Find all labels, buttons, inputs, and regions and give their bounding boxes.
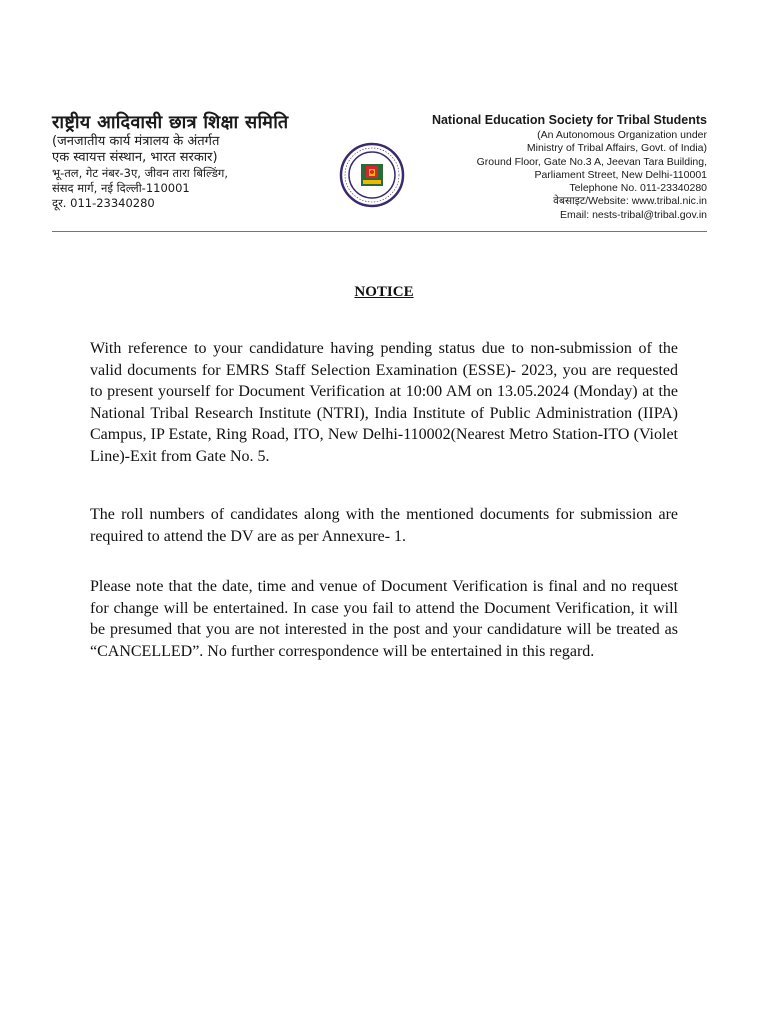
english-line-3: Ground Floor, Gate No.3 A, Jeevan Tara Building,: [476, 155, 707, 168]
notice-paragraph-3: Please note that the date, time and venue of Document Verification is final and no request for change will be entertained. In case you fail to attend the Document Verification, it will be presumed that you are not interested in the post and your candidature will be treated as “CANCELLED”. No further correspondence will be entertained in this regard.: [90, 578, 678, 660]
english-org-name: National Education Society for Tribal Students: [431, 113, 707, 127]
english-line-2: Ministry of Tribal Affairs, Govt. of India): [526, 142, 707, 155]
email-line: Email: nests-tribal@tribal.gov.in: [559, 208, 707, 221]
website-line: वेबसाइट/Website: www.tribal.nic.in: [553, 195, 707, 208]
hindi-org-name: राष्ट्रीय आदिवासी छात्र शिक्षा समिति: [52, 112, 289, 133]
hindi-line-4: संसद मार्ग, नई दिल्ली-110001: [52, 181, 190, 195]
hindi-line-1: (जनजातीय कार्य मंत्रालय के अंतर्गत: [52, 134, 220, 149]
hindi-line-2: एक स्वायत्त संस्थान, भारत सरकार): [52, 150, 218, 165]
telephone-line: Telephone No. 011-23340280: [569, 182, 707, 195]
english-line-1: (An Autonomous Organization under: [537, 129, 707, 141]
notice-paragraph-1: With reference to your candidature having pending status due to non-submission of the valid documents for EMRS Staff Selection Examination (ESSE)- 2023, you are requested to present yourself for Document Verification at 10:00 AM on 13.05.2024 (Monday) at the National Tribal Research Institute (NTRI), India Institute of Public Administration (IIPA) Campus, IP Estate, Ring Road, ITO, New Delhi-110002(Nearest Metro Station-ITO (Violet Line)-Exit from Gate No. 5.: [90, 340, 678, 465]
english-address-block: [367, 112, 707, 222]
hindi-line-3: भू-तल, गेट नंबर-3ए, जीवन तारा बिल्डिंग,: [52, 166, 228, 180]
english-line-4: Parliament Street, New Delhi-110001: [534, 168, 707, 181]
hindi-line-5: दूर. 011-23340280: [52, 196, 155, 210]
notice-title: NOTICE: [354, 284, 414, 300]
notice-paragraph-2: The roll numbers of candidates along with the mentioned documents for submission are required to attend the DV are as per Annexure- 1.: [90, 506, 678, 545]
letterhead-divider: [52, 231, 707, 232]
hindi-address-block: [52, 112, 342, 211]
letterhead: [52, 112, 707, 230]
